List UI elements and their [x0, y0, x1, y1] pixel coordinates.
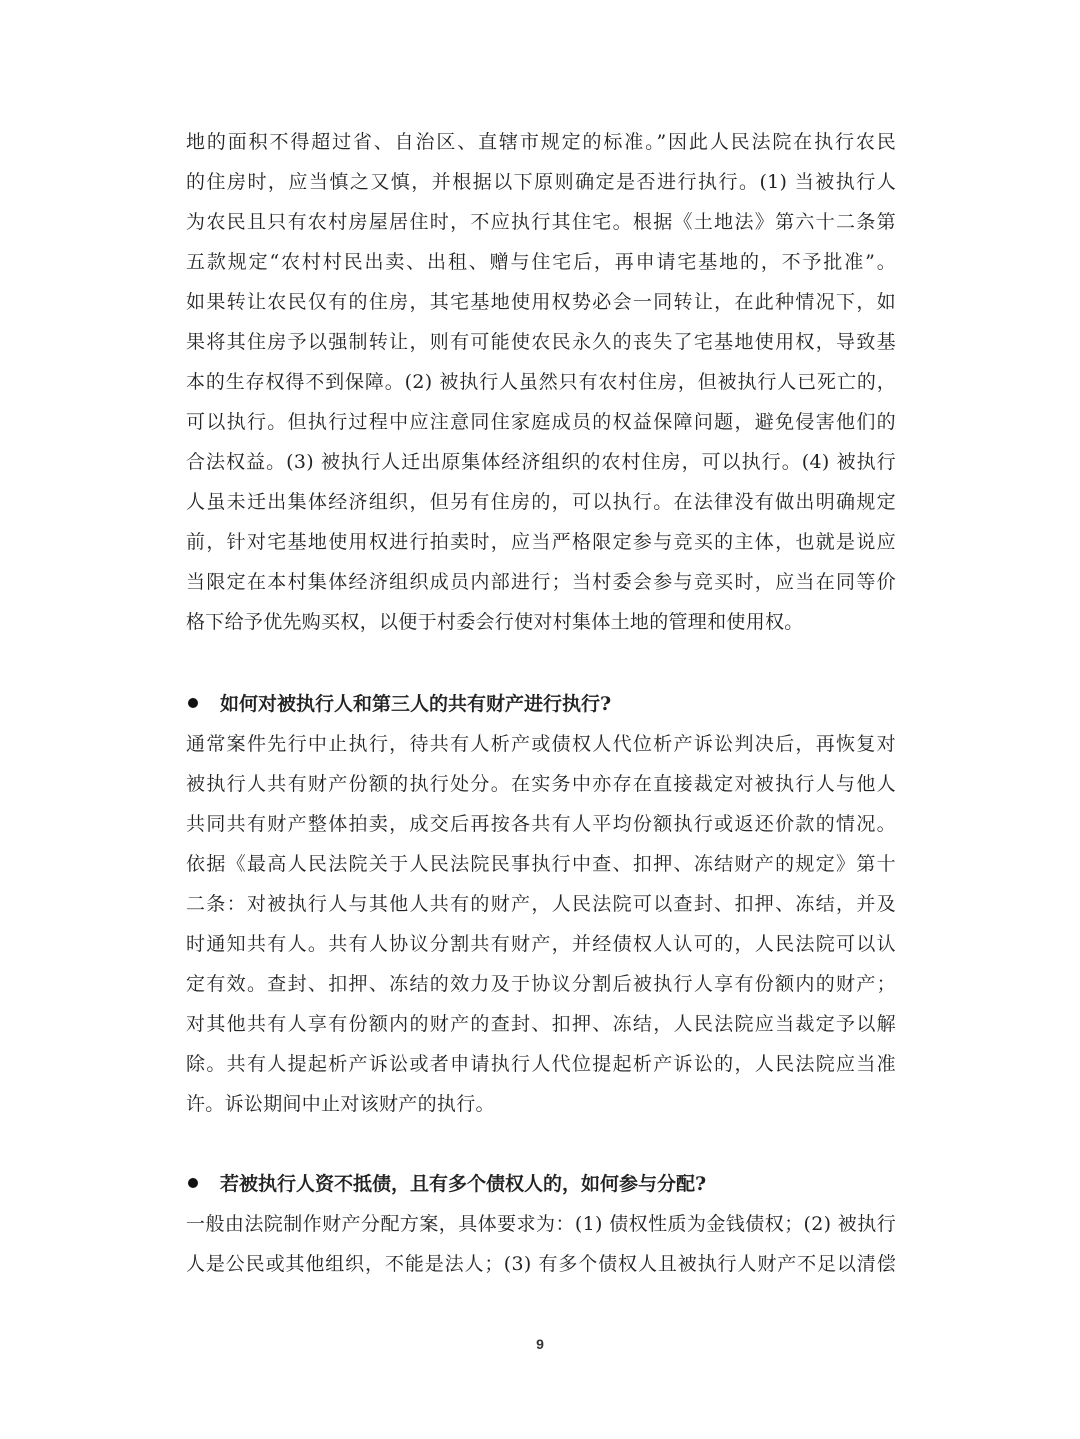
bullet-icon — [188, 698, 198, 708]
section-heading-creditor-distribution — [186, 1164, 896, 1204]
text-line: 当限定在本村集体经济组织成员内部进行；当村委会参与竞买时，应当在同等价 — [186, 571, 896, 593]
text-line: 如果转让农民仅有的住房，其宅基地使用权势必会一同转让，在此种情况下，如 — [186, 291, 896, 313]
heading-text: 如何对被执行人和第三人的共有财产进行执行? — [220, 693, 612, 715]
text-line: 时通知共有人。共有人协议分割共有财产，并经债权人认可的，人民法院可以认 — [186, 933, 896, 955]
page-number: 9 — [536, 1336, 544, 1352]
text-line: 依据《最高人民法院关于人民法院民事执行中查、扣押、冻结财产的规定》第十 — [186, 853, 896, 875]
text-line: 果将其住房予以强制转让，则有可能使农民永久的丧失了宅基地使用权，导致基 — [186, 331, 896, 353]
text-line: 对其他共有人享有份额内的财产的查封、扣押、冻结，人民法院应当裁定予以解 — [186, 1013, 896, 1035]
text-line: 被执行人共有财产份额的执行处分。在实务中亦存在直接裁定对被执行人与他人 — [186, 773, 896, 795]
text-line: 人虽未迁出集体经济组织，但另有住房的，可以执行。在法律没有做出明确规定 — [186, 491, 896, 513]
text-line: 定有效。查封、扣押、冻结的效力及于协议分割后被执行人享有份额内的财产； — [186, 973, 896, 995]
text-line: 格下给予优先购买权，以便于村委会行使对村集体土地的管理和使用权。 — [186, 611, 804, 633]
bullet-icon — [188, 1178, 198, 1188]
text-line: 二条：对被执行人与其他人共有的财产，人民法院可以查封、扣押、冻结，并及 — [186, 893, 896, 915]
text-line: 前，针对宅基地使用权进行拍卖时，应当严格限定参与竞买的主体，也就是说应 — [186, 531, 896, 553]
text-line: 本的生存权得不到保障。(2) 被执行人虽然只有农村住房，但被执行人已死亡的， — [186, 371, 896, 393]
text-line: 的住房时，应当慎之又慎，并根据以下原则确定是否进行执行。(1) 当被执行人 — [186, 171, 896, 193]
text-line: 通常案件先行中止执行，待共有人析产或债权人代位析产诉讼判决后，再恢复对 — [186, 733, 896, 755]
text-line: 五款规定“农村村民出卖、出租、赠与住宅后，再申请宅基地的，不予批准”。 — [186, 251, 896, 273]
text-line: 人是公民或其他组织，不能是法人；(3) 有多个债权人且被执行人财产不足以清偿 — [186, 1253, 896, 1275]
text-line: 一般由法院制作财产分配方案，具体要求为：(1) 债权性质为金钱债权；(2) 被执行 — [186, 1213, 896, 1235]
text-line: 许。诉讼期间中止对该财产的执行。 — [186, 1093, 495, 1115]
section-heading-joint-property — [186, 684, 896, 724]
text-line: 为农民且只有农村房屋居住时，不应执行其住宅。根据《土地法》第六十二条第 — [186, 211, 896, 233]
heading-text: 若被执行人资不抵债，且有多个债权人的，如何参与分配? — [220, 1173, 707, 1195]
text-line: 除。共有人提起析产诉讼或者申请执行人代位提起析产诉讼的，人民法院应当准 — [186, 1053, 896, 1075]
text-line: 合法权益。(3) 被执行人迁出原集体经济组织的农村住房，可以执行。(4) 被执行 — [186, 451, 896, 473]
text-line: 地的面积不得超过省、自治区、直辖市规定的标准。”因此人民法院在执行农民 — [186, 131, 896, 153]
text-line: 共同共有财产整体拍卖，成交后再按各共有人平均份额执行或返还价款的情况。 — [186, 813, 896, 835]
text-line: 可以执行。但执行过程中应注意同住家庭成员的权益保障问题，避免侵害他们的 — [186, 411, 896, 433]
